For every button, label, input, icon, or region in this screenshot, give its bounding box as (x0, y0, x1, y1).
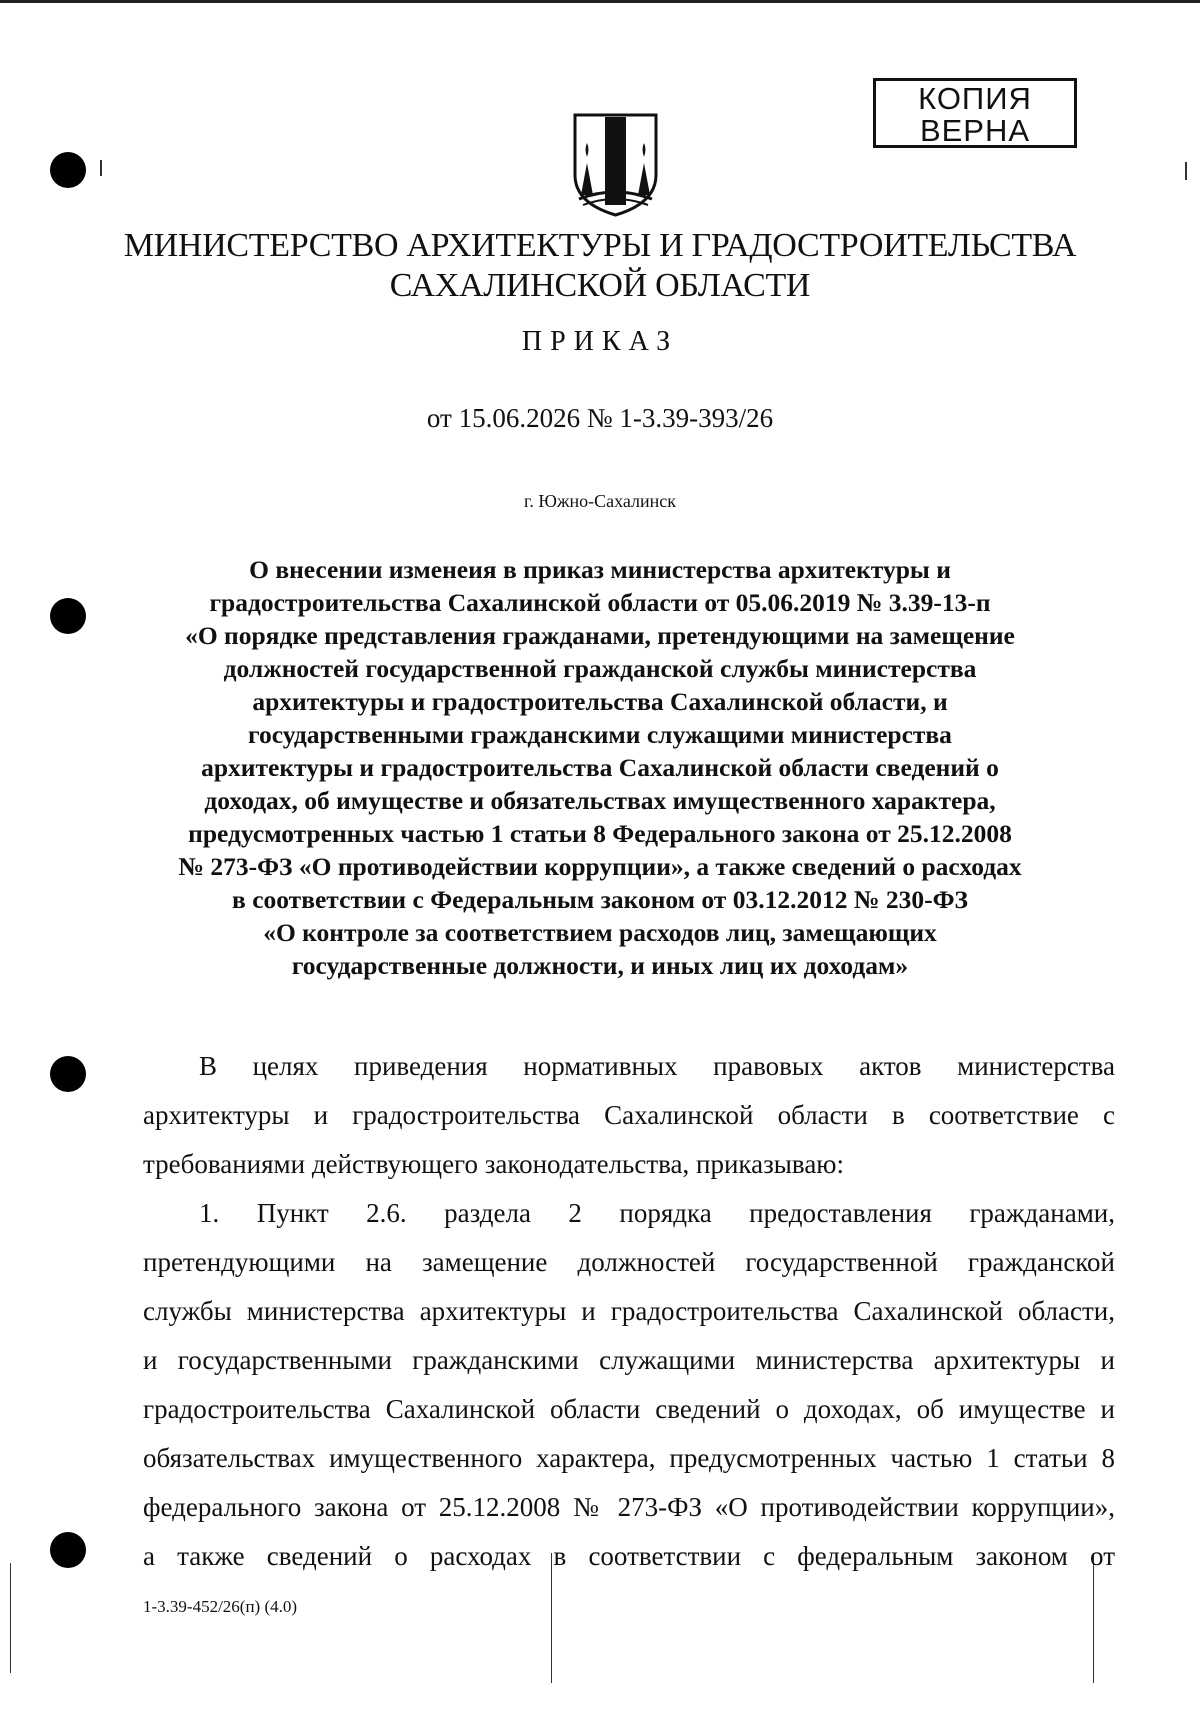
order-body (143, 1042, 1115, 1581)
document-type: ПРИКАЗ (521, 326, 679, 357)
coat-of-arms-icon (573, 113, 658, 217)
copy-verified-stamp (873, 78, 1077, 148)
title-line: архитектуры и градостроительства Сахалинской области, и (252, 687, 948, 716)
title-line: градостроительства Сахалинской области от 05.06.2019 № 3.39-13-п (209, 588, 991, 617)
title-line: архитектуры и градостроительства Сахалинской области сведений о (201, 753, 999, 782)
punch-hole-4 (50, 1532, 86, 1568)
punch-hole-3 (50, 1056, 86, 1092)
punch-hole-1 (50, 152, 86, 188)
stamp-line-2: ВЕРНА (919, 113, 1031, 148)
title-line: должностей государственной гражданской службы министерства (223, 654, 977, 683)
order-date-number: от 15.06.2026 № 1-3.39-393/26 (426, 403, 774, 433)
scan-mark (10, 1563, 11, 1673)
title-line: «О контроле за соответствием расходов лиц, замещающих (263, 918, 937, 947)
scan-mark (100, 160, 102, 176)
ministry-name (0, 226, 1200, 306)
body-line: 1. Пункт 2.6. раздела 2 порядка предоставления гражданами, (199, 1198, 1115, 1228)
ministry-name-line-2: САХАЛИНСКОЙ ОБЛАСТИ (389, 267, 811, 304)
order-title (120, 553, 1080, 982)
body-line: архитектуры и градостроительства Сахалинской области в соответствие с (143, 1100, 1115, 1130)
title-line: предусмотренных частью 1 статьи 8 Федерального закона от 25.12.2008 (188, 819, 1012, 848)
body-line: градостроительства Сахалинской области сведений о доходах, об имуществе и (143, 1394, 1115, 1424)
body-line: обязательствах имущественного характера, предусмотренных частью 1 статьи 8 (143, 1443, 1115, 1473)
title-line: «О порядке представления гражданами, претендующими на замещение (185, 621, 1015, 650)
body-line: В целях приведения нормативных правовых актов министерства (199, 1051, 1115, 1081)
body-line: и государственными гражданскими служащими министерства архитектуры и (143, 1345, 1115, 1375)
body-line: претендующими на замещение должностей государственной гражданской (143, 1247, 1115, 1277)
document-code: 1-3.39-452/26(п) (4.0) (143, 1597, 298, 1616)
body-line: федерального закона от 25.12.2008 № 273-ФЗ «О противодействии коррупции», (143, 1492, 1115, 1522)
title-line: доходах, об имуществе и обязательствах имущественного характера, (204, 786, 996, 815)
body-line: а также сведений о расходах в соответствии с федеральным законом от (143, 1541, 1115, 1571)
ministry-name-line-1: МИНИСТЕРСТВО АРХИТЕКТУРЫ И ГРАДОСТРОИТЕЛЬСТВА (123, 227, 1077, 264)
scan-mark (1185, 162, 1187, 180)
title-line: О внесении изменеия в приказ министерства архитектуры и (249, 555, 951, 584)
title-line: № 273-ФЗ «О противодействии коррупции», а также сведений о расходах (178, 852, 1022, 881)
city-name: г. Южно-Сахалинск (523, 491, 677, 511)
title-line: в соответствии с Федеральным законом от 03.12.2012 № 230-ФЗ (232, 885, 968, 914)
title-line: государственные должности, и иных лиц их доходам» (291, 951, 909, 980)
scan-top-edge (0, 0, 1200, 3)
body-line: требованиями действующего законодательства, приказываю: (143, 1149, 844, 1179)
punch-hole-2 (50, 598, 86, 634)
stamp-line-1: КОПИЯ (918, 81, 1032, 116)
title-line: государственными гражданскими служащими министерства (248, 720, 952, 749)
body-line: службы министерства архитектуры и градостроительства Сахалинской области, (143, 1296, 1115, 1326)
